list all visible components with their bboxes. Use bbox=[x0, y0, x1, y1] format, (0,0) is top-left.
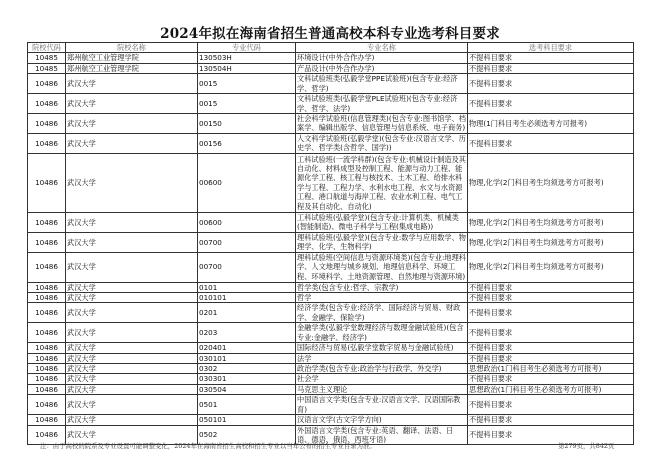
school-code-cell: 10486 bbox=[28, 94, 66, 114]
table-row bbox=[28, 282, 634, 292]
school-name-cell: 武汉大学 bbox=[66, 415, 198, 425]
school-code-cell: 10486 bbox=[28, 323, 66, 343]
school-name-cell: 武汉大学 bbox=[66, 363, 198, 373]
school-code-cell: 10486 bbox=[28, 282, 66, 292]
school-name-cell: 武汉大学 bbox=[66, 232, 198, 252]
major-name-cell: 外国语言文学类(包含专业:英语、翻译、法语、日语、德语、俄语、西班牙语) bbox=[296, 425, 468, 445]
requirement-cell: 思想政治(1门科目考生必须选考方可报考) bbox=[468, 384, 634, 394]
requirement-cell: 不提科目要求 bbox=[468, 323, 634, 343]
major-code-cell: 00700 bbox=[198, 232, 296, 252]
requirement-cell: 不提科目要求 bbox=[468, 374, 634, 384]
school-code-cell: 10486 bbox=[28, 415, 66, 425]
major-name-cell: 文科试验班类(弘毅学堂PLE试验班)(包含专业:经济学、哲学、法学) bbox=[296, 94, 468, 114]
major-code-cell: 010101 bbox=[198, 293, 296, 303]
requirement-cell: 不提科目要求 bbox=[468, 303, 634, 323]
major-code-cell: 0015 bbox=[198, 74, 296, 94]
requirement-cell: 不提科目要求 bbox=[468, 133, 634, 153]
major-code-cell: 0015 bbox=[198, 94, 296, 114]
major-code-cell: 0101 bbox=[198, 282, 296, 292]
table-row bbox=[28, 153, 634, 212]
school-code-cell: 10486 bbox=[28, 232, 66, 252]
table-row bbox=[28, 232, 634, 252]
major-name-cell: 产品设计(中外合作办学) bbox=[296, 63, 468, 73]
table-row bbox=[28, 53, 634, 63]
school-name-cell: 武汉大学 bbox=[66, 293, 198, 303]
major-code-cell: 050101 bbox=[198, 415, 296, 425]
school-code-cell: 10486 bbox=[28, 153, 66, 212]
major-name-cell: 金融学类(弘毅学堂数理经济与数理金融试验班)(包含专业:金融学、经济学) bbox=[296, 323, 468, 343]
table-row bbox=[28, 363, 634, 373]
requirement-cell: 物理,化学(2门科目考生均须选考方可报考) bbox=[468, 252, 634, 282]
school-code-cell: 10486 bbox=[28, 114, 66, 134]
major-name-cell: 汉语言文学(古文字学方向) bbox=[296, 415, 468, 425]
major-code-cell: 030301 bbox=[198, 374, 296, 384]
requirement-cell: 物理,化学(2门科目考生均须选考方可报考) bbox=[468, 153, 634, 212]
major-code-cell: 00600 bbox=[198, 212, 296, 232]
major-code-cell: 00700 bbox=[198, 252, 296, 282]
major-name-cell: 工科试验班(弘毅学堂)(包含专业:计算机类、机械类(智能制造)、微电子科学与工程(集成电路)) bbox=[296, 212, 468, 232]
school-code-cell: 10486 bbox=[28, 363, 66, 373]
major-name-cell: 经济学类(包含专业:经济学、国际经济与贸易、财政学、金融学、保险学) bbox=[296, 303, 468, 323]
table-header-row bbox=[28, 43, 634, 53]
table-row bbox=[28, 343, 634, 353]
school-name-cell: 武汉大学 bbox=[66, 343, 198, 353]
table-row bbox=[28, 323, 634, 343]
requirement-cell: 不提科目要求 bbox=[468, 415, 634, 425]
school-name-cell: 武汉大学 bbox=[66, 133, 198, 153]
major-code-cell: 00600 bbox=[198, 153, 296, 212]
school-code-cell: 10485 bbox=[28, 63, 66, 73]
school-name-cell: 武汉大学 bbox=[66, 153, 198, 212]
major-name-cell: 理科试验班(空间信息与资源环境类)(包含专业:地理科学、人文地理与城乡规划、地理信息科学、环境工程、环境科学、土地资源管理、自然地理与资源环境) bbox=[297, 253, 466, 281]
school-code-cell: 10486 bbox=[28, 293, 66, 303]
major-code-cell: 130503H bbox=[198, 53, 296, 63]
school-code-cell: 10486 bbox=[28, 425, 66, 445]
school-name-cell: 武汉大学 bbox=[66, 252, 198, 282]
school-code-cell: 10485 bbox=[28, 53, 66, 63]
page-number: 第279页，共842页 bbox=[558, 442, 615, 450]
requirement-cell: 不提科目要求 bbox=[468, 74, 634, 94]
table-row bbox=[28, 74, 634, 94]
footer-note: 注：由于高校的院系及专业设置可能调整变化，2024年在海南省招生高校和招生专业以当年公布的招生专业目录为准。 bbox=[40, 442, 376, 450]
major-name-cell: 哲学 bbox=[296, 293, 468, 303]
school-name-cell: 武汉大学 bbox=[66, 282, 198, 292]
school-code-cell: 10486 bbox=[28, 252, 66, 282]
school-name-cell: 武汉大学 bbox=[66, 353, 198, 363]
table-row bbox=[28, 252, 634, 282]
school-name-cell: 武汉大学 bbox=[66, 425, 198, 445]
requirement-cell: 不提科目要求 bbox=[468, 63, 634, 73]
major-code-cell: 020401 bbox=[198, 343, 296, 353]
major-code-cell: 0501 bbox=[198, 395, 296, 415]
requirement-cell: 不提科目要求 bbox=[468, 282, 634, 292]
table-row bbox=[28, 415, 634, 425]
school-name-cell: 郑州航空工业管理学院 bbox=[66, 63, 198, 73]
school-code-cell: 10486 bbox=[28, 343, 66, 353]
major-name-cell: 文科试验班类(弘毅学堂PPE试验班)(包含专业:经济学、哲学) bbox=[296, 74, 468, 94]
major-name-cell: 中国语言文学类(包含专业:汉语言文学、汉语国际教育) bbox=[296, 395, 468, 415]
major-name-cell: 社会科学试验班(信息管理类)(包含专业:图书馆学、档案学、编辑出版学、信息管理与信息系统、电子商务) bbox=[297, 114, 466, 133]
school-code-cell: 10486 bbox=[28, 212, 66, 232]
subject-requirements-table bbox=[27, 42, 634, 445]
requirement-cell: 不提科目要求 bbox=[468, 53, 634, 63]
requirement-cell: 不提科目要求 bbox=[468, 353, 634, 363]
major-code-cell: 0201 bbox=[198, 303, 296, 323]
school-code-cell: 10486 bbox=[28, 303, 66, 323]
school-name-cell: 武汉大学 bbox=[66, 395, 198, 415]
table-row bbox=[28, 374, 634, 384]
major-name-cell: 国际经济与贸易(弘毅学堂数字贸易与金融试验班) bbox=[296, 343, 468, 353]
major-name-cell: 社会学 bbox=[296, 374, 468, 384]
school-name-cell: 武汉大学 bbox=[66, 212, 198, 232]
requirement-cell: 不提科目要求 bbox=[468, 293, 634, 303]
school-name-cell: 武汉大学 bbox=[66, 74, 198, 94]
requirement-cell: 物理(1门科目考生必须选考方可报考) bbox=[468, 114, 634, 134]
major-code-cell: 00150 bbox=[198, 114, 296, 134]
school-name-cell: 武汉大学 bbox=[66, 374, 198, 384]
major-name-cell: 环境设计(中外合作办学) bbox=[296, 53, 468, 63]
school-code-cell: 10486 bbox=[28, 133, 66, 153]
major-code-cell: 130504H bbox=[198, 63, 296, 73]
major-name-cell: 工科试验班(一流学科群)(包含专业:机械设计制造及其自动化、材料成型及控制工程、能源与动力工程、能源化学工程、核工程与核技术、土木工程、给排水科学与工程、工程力学、水利水电工程、水文与水资源工程、港口航道与海岸工程、农业水利工程、电气工程及其自动化、自动化) bbox=[297, 154, 466, 211]
school-name-cell: 武汉大学 bbox=[66, 384, 198, 394]
major-name-cell: 人文科学试验班(弘毅学堂)(包含专业:汉语言文学、历史学、哲学类(含哲学、国学)) bbox=[297, 133, 466, 153]
major-name-cell: 理科试验班(弘毅学堂)(包含专业:数学与应用数学、物理学、化学、生物科学) bbox=[297, 232, 466, 252]
school-name-cell: 武汉大学 bbox=[66, 114, 198, 134]
school-name-cell: 武汉大学 bbox=[66, 303, 198, 323]
requirement-cell: 不提科目要求 bbox=[468, 343, 634, 353]
major-code-cell: 0203 bbox=[198, 323, 296, 343]
header-major-code: 专业代码 bbox=[198, 43, 296, 53]
major-name-cell: 哲学类(包含专业:哲学、宗教学) bbox=[296, 282, 468, 292]
major-name-cell: 政治学类(包含专业:政治学与行政学、外交学) bbox=[296, 363, 468, 373]
major-code-cell: 0302 bbox=[198, 363, 296, 373]
header-school-code: 院校代码 bbox=[28, 43, 66, 53]
major-code-cell: 00156 bbox=[198, 133, 296, 153]
school-code-cell: 10486 bbox=[28, 374, 66, 384]
table-row bbox=[28, 114, 634, 134]
table-row bbox=[28, 353, 634, 363]
table-row bbox=[28, 94, 634, 114]
header-requirement: 选考科目要求 bbox=[468, 43, 634, 53]
requirement-cell: 物理,化学(2门科目考生均须选考方可报考) bbox=[468, 232, 634, 252]
table-row bbox=[28, 303, 634, 323]
requirement-cell: 思想政治(1门科目考生必须选考方可报考) bbox=[468, 363, 634, 373]
school-name-cell: 武汉大学 bbox=[66, 323, 198, 343]
requirement-cell: 不提科目要求 bbox=[468, 425, 634, 445]
major-code-cell: 030504 bbox=[198, 384, 296, 394]
requirement-cell: 物理,化学(2门科目考生均须选考方可报考) bbox=[468, 212, 634, 232]
school-code-cell: 10486 bbox=[28, 74, 66, 94]
school-code-cell: 10486 bbox=[28, 353, 66, 363]
table-row bbox=[28, 212, 634, 232]
table-body bbox=[28, 53, 634, 445]
header-school-name: 院校名称 bbox=[66, 43, 198, 53]
major-name-cell: 马克思主义理论 bbox=[296, 384, 468, 394]
major-code-cell: 0502 bbox=[198, 425, 296, 445]
school-code-cell: 10486 bbox=[28, 395, 66, 415]
major-name-cell: 法学 bbox=[296, 353, 468, 363]
requirement-cell: 不提科目要求 bbox=[468, 395, 634, 415]
table-row bbox=[28, 63, 634, 73]
table-row bbox=[28, 293, 634, 303]
school-name-cell: 郑州航空工业管理学院 bbox=[66, 53, 198, 63]
table-row bbox=[28, 133, 634, 153]
school-name-cell: 武汉大学 bbox=[66, 94, 198, 114]
table-row bbox=[28, 384, 634, 394]
requirement-cell: 不提科目要求 bbox=[468, 94, 634, 114]
table-row bbox=[28, 395, 634, 415]
header-major-name: 专业名称 bbox=[296, 43, 468, 53]
page-title: 2024年拟在海南省招生普通高校本科专业选考科目要求 bbox=[160, 26, 500, 42]
school-code-cell: 10486 bbox=[28, 384, 66, 394]
major-code-cell: 030101 bbox=[198, 353, 296, 363]
